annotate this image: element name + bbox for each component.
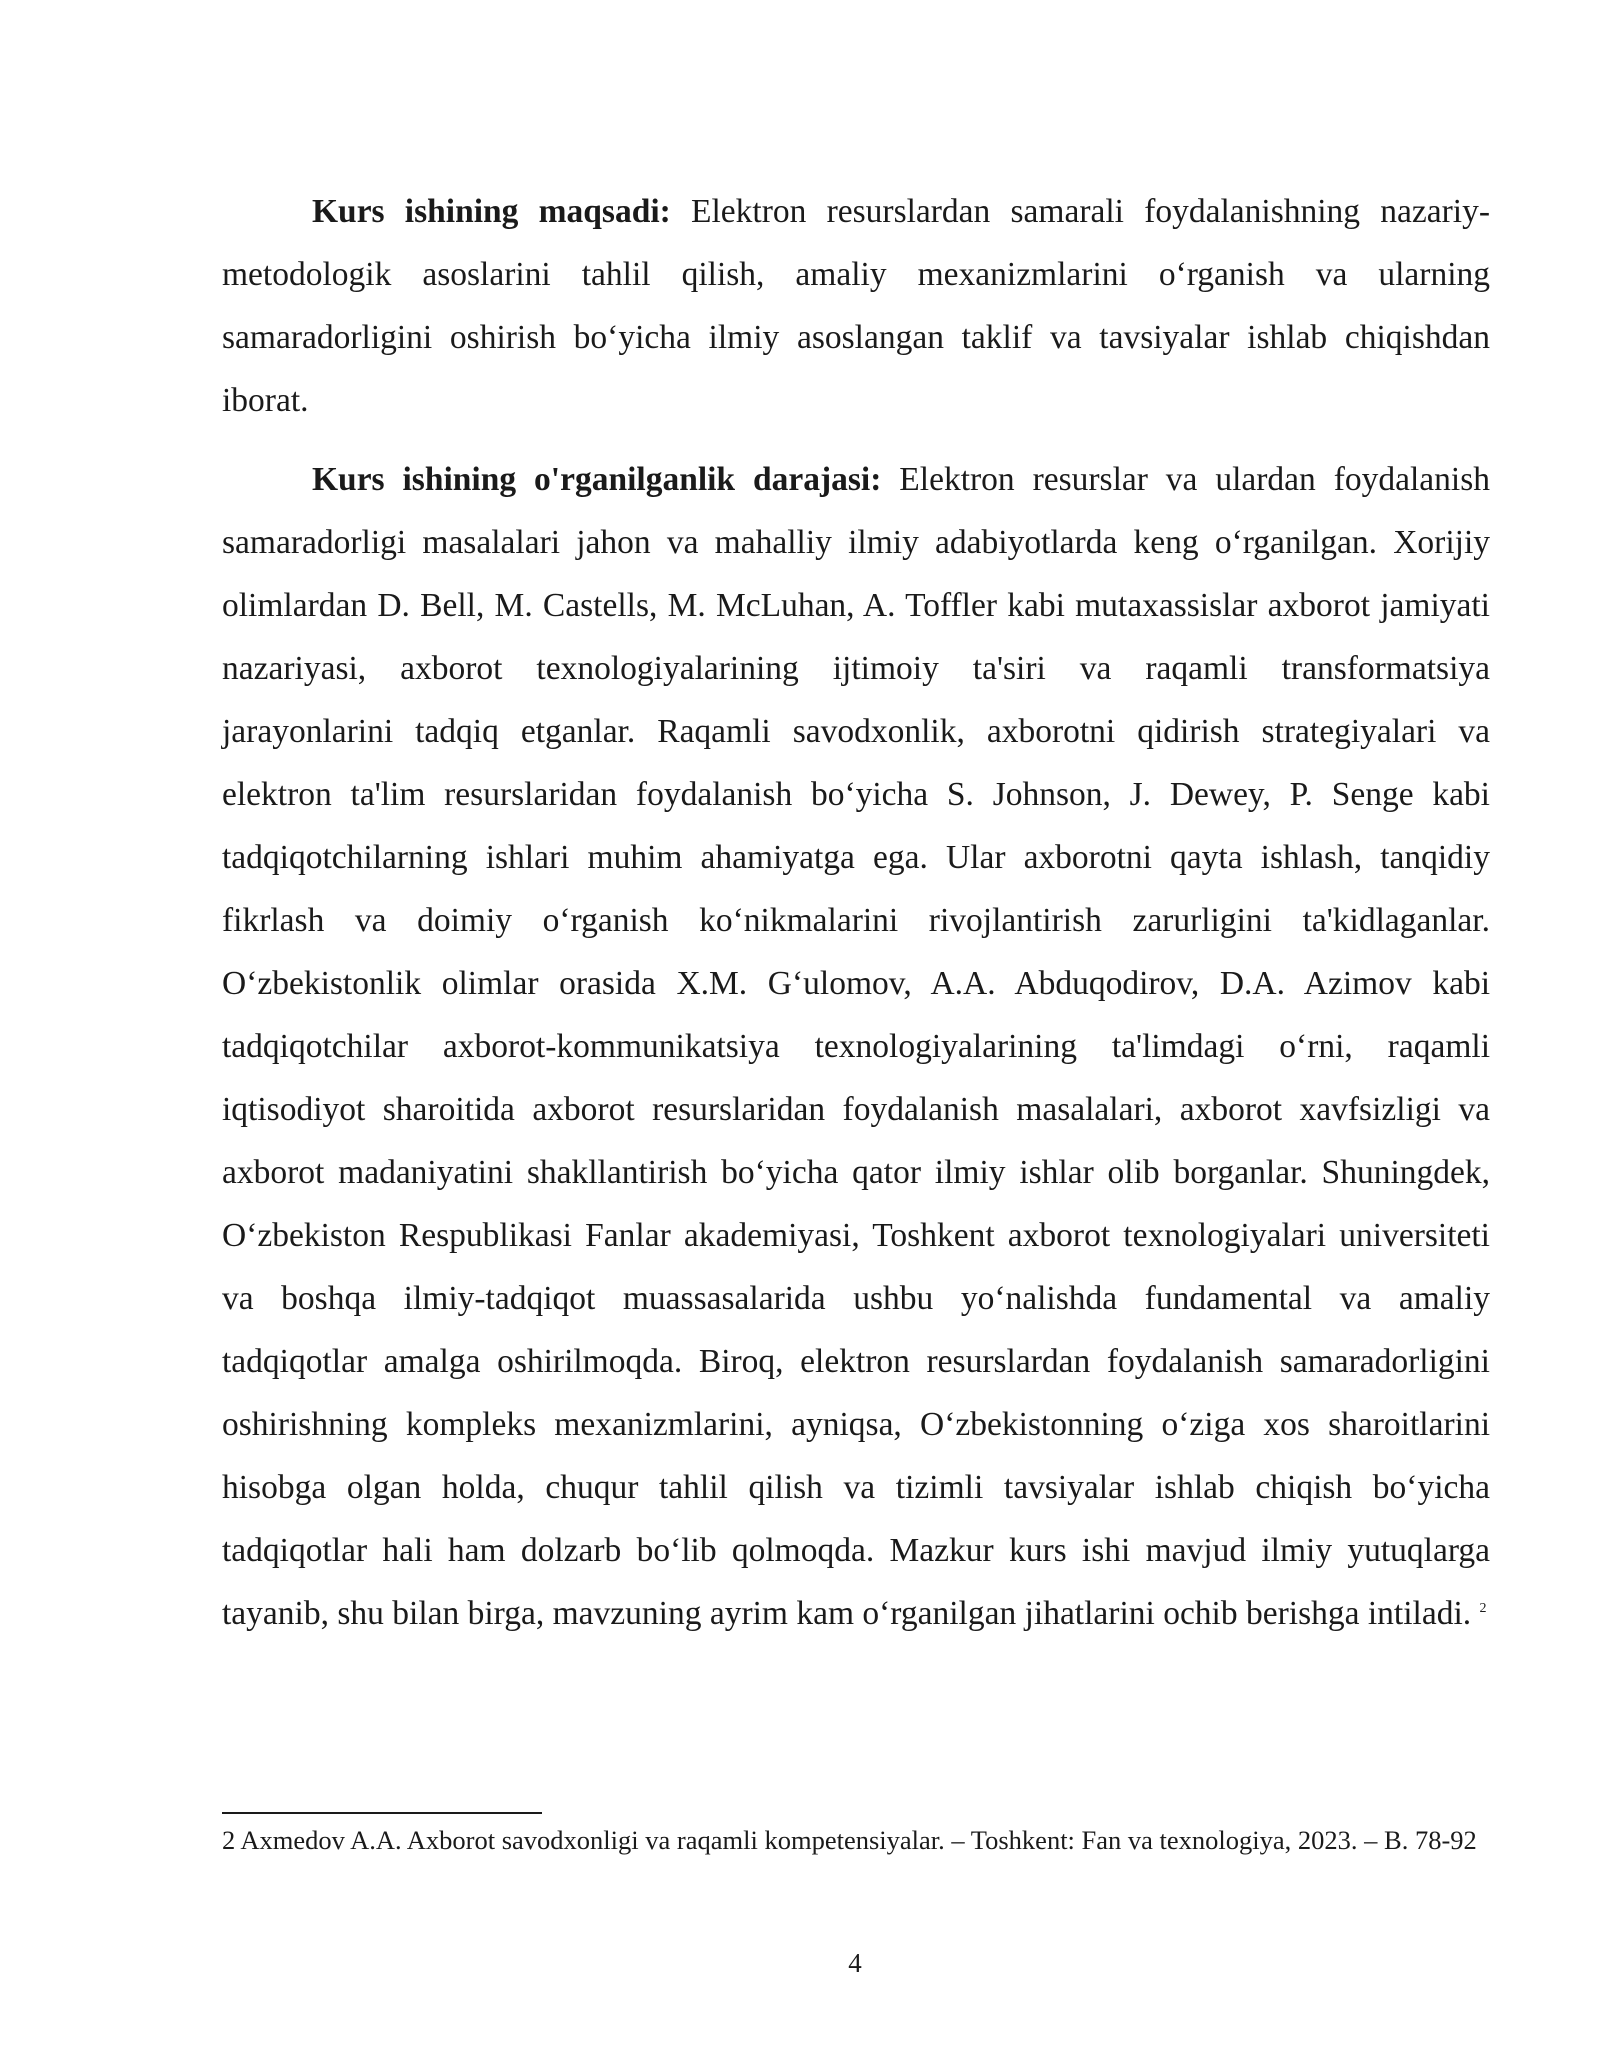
purpose-text: Elektron resurslardan samarali foydalanishning nazariy-metodologik asoslarini tahlil qilish, amaliy mexanizmlarini o‘rganish va ularning samaradorligini oshirish bo‘yicha ilmiy asoslangan taklif va tavsiyalar ishlab chiqishdan iborat.: [222, 193, 1491, 419]
purpose-heading: Kurs ishining maqsadi:: [312, 193, 671, 230]
footnote-reference[interactable]: 2: [1479, 1600, 1487, 1616]
study-level-text: Elektron resurslar va ulardan foydalanish samaradorligi masalalari jahon va mahalliy ilmiy adabiyotlarda keng o‘rganilgan. Xorijiy olimlardan D. Bell, M. Castells, M. McLuhan, A. Toffler kabi mutaxassislar axborot jamiyati nazariyasi, axborot texnologiyalarining ijtimoiy ta'siri va raqamli transformatsiya jarayonlarini tadqiq etganlar. Raqamli savodxonlik, axborotni qidirish strategiyalari va elektron ta'lim resurslaridan foydalanish bo‘yicha S. Johnson, J. Dewey, P. Senge kabi tadqiqotchilarning ishlari muhim ahamiyatga ega. Ular axborotni qayta ishlash, tanqidiy fikrlash va doimiy o‘rganish ko‘nikmalarini rivojlantirish zarurligini ta'kidlaganlar. O‘zbekistonlik olimlar orasida X.M. G‘ulomov, A.A. Abduqodirov, D.A. Azimov kabi tadqiqotchilar axborot-kommunikatsiya texnologiyalarining ta'limdagi o‘rni, raqamli iqtisodiyot sharoitida axborot resurslaridan foydalanish masalalari, axborot xavfsizligi va axborot madaniyatini shakllantirish bo‘yicha qator ilmiy ishlar olib borganlar. Shuningdek, O‘zbekiston Respublikasi Fanlar akademiyasi, Toshkent axborot texnologiyalari universiteti va boshqa ilmiy-tadqiqot muassasalarida ushbu yo‘nalishda fundamental va amaliy tadqiqotlar amalga oshirilmoqda. Biroq, elektron resurslardan foydalanish samaradorligini oshirishning kompleks mexanizmlarini, ayniqsa, O‘zbekistonning o‘ziga xos sharoitlarini hisobga olgan holda, chuqur tahlil qilish va tizimli tavsiyalar ishlab chiqish bo‘yicha tadqiqotlar hali ham dolzarb bo‘lib qolmoqda. Mazkur kurs ishi mavjud ilmiy yutuqlarga tayanib, shu bilan birga, mavzuning ayrim kam o‘rganilgan jihatlarini ochib berishga intiladi.: [222, 461, 1490, 1632]
document-body: [222, 180, 1490, 1645]
page-number: 4: [848, 1948, 862, 1978]
paragraph-purpose: [222, 180, 1490, 432]
study-level-heading: Kurs ishining o'rganilganlik darajasi:: [312, 461, 882, 498]
footnote-text: 2 Axmedov A.A. Axborot savodxonligi va raqamli kompetensiyalar. – Toshkent: Fan va texnologiya, 2023. – B. 78-92: [222, 1825, 1477, 1855]
paragraph-study-level: [222, 448, 1490, 1645]
footnote-separator: [222, 1812, 542, 1814]
